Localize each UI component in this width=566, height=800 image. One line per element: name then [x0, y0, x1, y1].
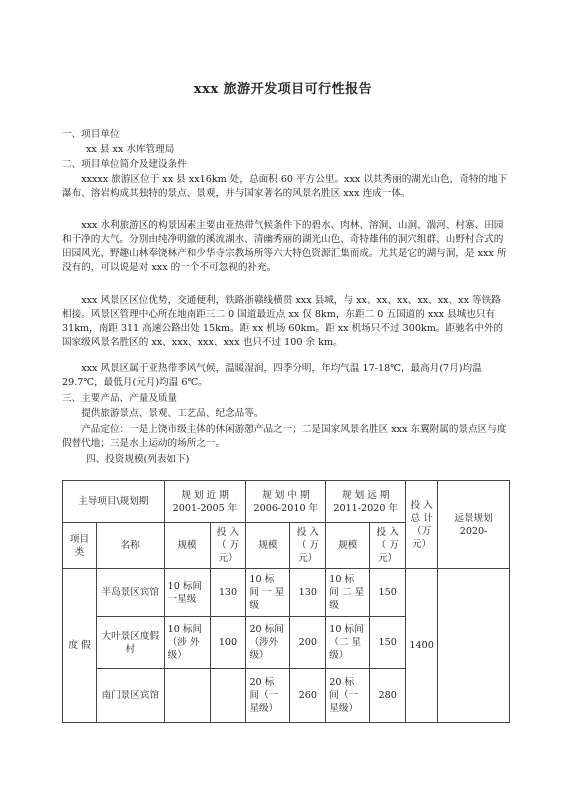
- header-main-project: 主导项目\规划期: [63, 481, 165, 523]
- table-cell: 20 标 间（一 星级）: [246, 669, 290, 723]
- section-3-paragraph-2: 产品定位：一是上饶市级主体的休闲游憩产品之一；二是国家风景名胜区 xxx 东翼附属的景点区与度假替代地；三是水上运动的场所之一。: [62, 424, 507, 449]
- section-2-paragraph-4: xxx 风景区属于亚热带季风气候，温暖湿润，四季分明，年均气温 17-18℃，最高月(7月)均温 29.7℃，最低月(元月)均温 6℃。: [62, 363, 482, 388]
- header-total-investment: 投 入 总 计 （万 元）: [406, 481, 438, 569]
- header-mid-term: 规 划 中 期 2006-2010 年: [246, 481, 326, 523]
- section-3-heading: 三、主要产品、产量及质量: [62, 393, 178, 404]
- table-cell: 130: [290, 569, 326, 617]
- table-cell: 大叶景区度假村: [96, 617, 164, 669]
- header-investment-mid: 投 入 （ 万元）: [290, 523, 326, 569]
- section-1-body: xx 县 xx 水库管理局: [86, 144, 175, 155]
- header-name: 名称: [96, 523, 164, 569]
- vision-cell: [438, 569, 510, 723]
- header-scale-mid: 规模: [246, 523, 290, 569]
- section-1-heading: 一、项目单位: [62, 129, 120, 140]
- header-far-term: 规 划 远 期 2011-2020 年: [326, 481, 406, 523]
- table-cell: 260: [290, 669, 326, 723]
- section-2-paragraph-2: xxx 水利旅游区的构景因素主要由亚热带气候条件下的碧水、肉林、溶洞、山洞、湍河、村寨、田园和干净的大气。分别由纯净明澈的溪流湖水、清幽秀丽的湖光山色、奇特雄伟的洞穴组群、山野村合式的田园风光、野趣山林奉饶林产和少华寺宗教场所等六大特色资源汇集而成。尤其是它的湖与洞，是 xxx 所没有的，可以说是对 xxx 的一个不可忽视的补充。: [62, 220, 507, 273]
- table-cell: [210, 669, 246, 723]
- table-cell: 100: [210, 617, 246, 669]
- table-cell: 20 标 间（一 星级）: [326, 669, 370, 723]
- table-cell: 130: [210, 569, 246, 617]
- header-category: 项目类: [63, 523, 97, 569]
- header-scale-near: 规模: [164, 523, 210, 569]
- table-cell: 半岛景区宾馆: [96, 569, 164, 617]
- header-investment-far: 投 入 （ 万元）: [370, 523, 406, 569]
- table-cell: 200: [290, 617, 326, 669]
- section-2-paragraph-1: xxxxx 旅游区位于 xx 县 xx16km 处，总面积 60 平方公里。xxx 以其秀丽的湖光山色，奇特的地下瀑布、溶岩构成其独特的景点、景观，并与国家著名的风景名胜区 xxx 连成一体。: [62, 174, 508, 199]
- header-scale-far: 规模: [326, 523, 370, 569]
- header-near-term: 规 划 近 期 2001-2005 年: [164, 481, 246, 523]
- table-cell: 10 标 间 一 星级: [246, 569, 290, 617]
- category-cell: 度 假: [63, 569, 97, 723]
- table-cell: 10 标间 一星级: [164, 569, 210, 617]
- section-4-heading: 四、投资规模(列表如下): [86, 454, 190, 465]
- section-2-heading: 二、项目单位简介及建设条件: [62, 159, 187, 170]
- total-investment-cell: 1400: [406, 569, 438, 723]
- table-row: [63, 569, 510, 617]
- table-cell: 10 标间 （二 星级）: [326, 617, 370, 669]
- table-cell: 20 标间 （涉外级）: [246, 617, 290, 669]
- table-cell: 150: [370, 569, 406, 617]
- section-3-paragraph-1: 提供旅游景点、景观、工艺品、纪念品等。: [81, 408, 264, 419]
- table-header-row-1: [63, 481, 510, 523]
- section-2-paragraph-3: xxx 风景区区位优势，交通便利，铁路浙赣线横贯 xxx 县城，与 xx、xx、xx、xx、xx、xx 等铁路相接。风景区管理中心所在地南距三二 0 国道最近点 xx 仅 8km，东距二 0 五国道的 xxx 县城也只有 31km，南距 311 高速公路出处 15km。距 xx 机场 60km。距 xx 机场只不过 300km。距驰名中外的国家级风景名胜区的 xx、xxx、xxx、xxx 也只不过 100 余 km。: [62, 295, 504, 348]
- table-cell: 150: [370, 617, 406, 669]
- header-investment-near: 投 入 （ 万元）: [210, 523, 246, 569]
- table-cell: 280: [370, 669, 406, 723]
- table-cell: 南门景区宾馆: [96, 669, 164, 723]
- table-cell: [164, 669, 210, 723]
- document-title: xxx 旅游开发项目可行性报告: [193, 82, 373, 97]
- header-vision-plan: 远景规划 2020-: [438, 481, 510, 569]
- table-cell: 10 标 间 二 星级: [326, 569, 370, 617]
- table-cell: 10 标间 （涉 外 级）: [164, 617, 210, 669]
- investment-table: [62, 480, 510, 723]
